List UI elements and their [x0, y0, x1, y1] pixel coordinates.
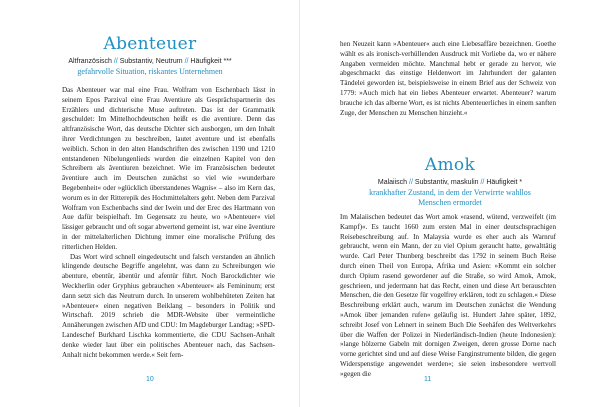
meta-separator: //: [184, 58, 191, 65]
continued-body: [340, 40, 556, 118]
headword-amok: Amok: [424, 155, 476, 175]
body-paragraph: Im Malaiischen bedeutet das Wort amok »rasend, wütend, verzweifelt (im Kampf)«. Es taucht 1660 zum ersten Mal in einer deutschsprachigen Reisebeschreibung auf. In Malaysia wurde es eher auch als Warnruf gebraucht, wenn ein Mann, der zu viel Opium geraucht hatte, gewalttätig wurde. Carl Peter Thunberg beschreibt das 1792 in seinem Buch Reise durch einen Theil von Europa, Afrika und Asien: »Kommt ein solcher durch Opium rasend gewordener auf die Straße, so wird Amok, Amok, geschrieen, und jedermann hat das Recht, einen und diese Art berauschten Menschen, die den Gesetze für vogelfrey erklären, todt zu schlagen.« Diese Beschreibung erklärt auch, warum im Deutschen zunächst die Wendung »Amok über jemanden rufen« geläufig ist. Hundert Jahre später, 1892, schreibt Josef von Lehnert in seinem Buch Die Seehäfen des Weltverkehrs über die Waffen der Polizei in Niederländisch-Indien (heute Indonesien): »lange hölzerne Gabeln mit dornigen Zweigen, deren grosse Dorne nach vorne gerichtet sind und auf diese Weise Fanginstrumente bilden, die gegen Widerspenstige angewendet werden«; sie seien insbesondere wertvoll »gegen die: [340, 213, 556, 378]
page-number: 11: [424, 376, 432, 383]
body-paragraph: Das Wort wird schnell eingedeutscht und falsch verstanden an ähnlich klingende deutsche Begriffe angelehnt, was dann zu Schreibungen wie abenture, ebentür, äbentür und afentür führt. Noch Barockdichter wie Weckherlin oder Gryphius gebrauchen »Abenteuer« als Femininum; erst dann setzt sich das Neutrum durch. In unserem wohlbehüteten Zeiten hat »Abenteuer« einen negativen Beiklang – besonders in Politik und Wirtschaft. 2019 schrieb die MDR-Website über vermeintliche Annäherungen zwischen AfD und CDU: Im Magdeburger Landtag; »SPD-Landeschef Burkhard Lischka kommentierte, die CDU Sachsen-Anhalt denke wieder laut über ein politisches Abenteuer nach, das Sachsen-Anhalt nicht bekommen werde.« Seit fern-: [62, 252, 275, 359]
meta-frequency: Häufigkeit *: [486, 179, 523, 186]
entry-body: [340, 213, 556, 380]
meta-origin: Altfranzösisch: [68, 58, 112, 65]
meta-separator: //: [409, 179, 415, 186]
meta-pos: Substantiv, maskulin: [414, 179, 479, 186]
meta-pos: Substantiv, Neutrum: [119, 58, 183, 65]
body-paragraph: hen Neuzeit kann »Abenteuer« auch eine Liebesaffäre bezeichnen. Goethe wählt es als ironisch-verhüllenden Ausdruck mit Vorliebe da, wo er nähere Angaben vermeiden möchte. Manchmal hebt er gerade zu hervor, wie abgeschmackt das einstige Heldenwort im Jahrhundert der galanten Tändelei geworden ist, beispielsweise in einem Brief aus der Schweiz von 1779: »Auch mich hat ein liebes Abenteuer erwartet. Abenteuer? warum brauche ich das alberne Wort, es ist nichts Abenteuerliches in einem sanften Zuge, der Menschen zu Menschen hinzieht.«: [340, 40, 556, 117]
definition: krankhafter Zustand, in dem der Verwirrte wahllos Menschen ermordet: [369, 188, 531, 207]
body-paragraph: Das Abenteuer war mal eine Frau. Wolfram von Eschenbach lässt in seinem Epos Parzival eine Frau Aventiure als Gesprächspartnerin des Erzählers und dichterische Muse auftreten. Das ist der Grammatik geschuldet: Im Mittelhochdeutschen heißt es die aventiure. Denn das altfranzösische Wort, das deutsche Dichter sich ausborgen, um den Inhalt ihrer Verdichtungen zu beschreiben, lautet aventure und ist ebenfalls weiblich. Schon in den alten Handschriften des zwischen 1190 und 1210 entstandenen Nibelungenlieds wurden die einzelnen Kapitel von den Schreibern als âventiuren bezeichnet. Wie im Französischen bedeutet âventiure auch im Deutschen zunächst so viel wie »wunderbare Begebenheit« oder »glücklich überstandenes Wagnis« – also im Kern das, worum es in der Ritterepik des Hochmittelalters geht. Neben dem Parzival Wolfram von Eschenbachs sind der Iwein und der Erec des Hartmann von Aue dafür beispielhaft. Im Gegensatz zu heute, wo »Abenteuer« viel lässiger gebraucht und oft sogar abwertend gemeint ist, war eine âventiure in der mittelalterlichen Dichtung immer eine moralische Prüfung des ritterlichen Helden.: [62, 86, 275, 251]
headword-abenteuer: Abenteuer: [103, 34, 197, 54]
entry-meta: [20, 58, 280, 65]
page-number: 10: [146, 376, 154, 383]
meta-separator: //: [113, 58, 120, 65]
meta-separator: //: [480, 179, 487, 186]
right-page: [300, 0, 600, 407]
meta-frequency: Häufigkeit ***: [190, 58, 232, 65]
entry-meta: [320, 179, 580, 186]
meta-origin: Malaiisch: [377, 179, 408, 186]
definition: gefahrvolle Situation, riskantes Unternehmen: [77, 67, 223, 76]
entry-body: [62, 86, 275, 360]
